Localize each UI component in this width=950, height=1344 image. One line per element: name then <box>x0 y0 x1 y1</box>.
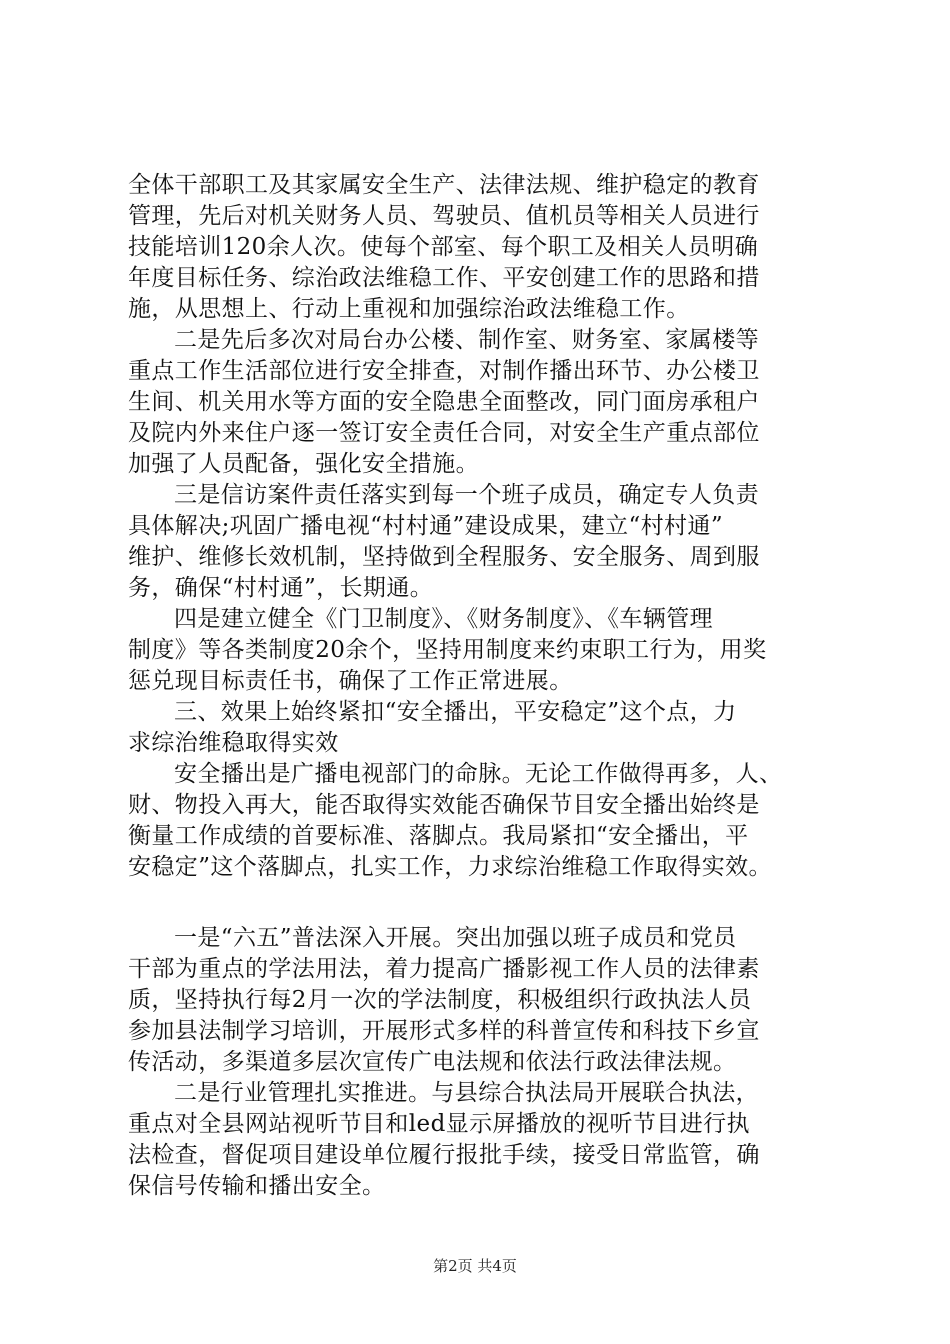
text-line: 一是“六五”普法深入开展。突出加强以班子成员和党员 <box>174 925 737 951</box>
text-line: 法检查，督促项目建设单位履行报批手续，接受日常监管，确 <box>128 1142 760 1168</box>
text-line: 加强了人员配备，强化安全措施。 <box>128 451 479 477</box>
text-line: 年度目标任务、综治政法维稳工作、平安创建工作的思路和措 <box>128 265 760 291</box>
text-line: 四是建立健全《门卫制度》、《财务制度》、《车辆管理 <box>174 606 713 632</box>
text-line: 二是先后多次对局台办公楼、制作室、财务室、家属楼等 <box>174 327 759 353</box>
text-line: 施，从思想上、行动上重视和加强综治政法维稳工作。 <box>128 296 690 322</box>
text-line: 具体解决;巩固广播电视“村村通”建设成果，建立“村村通” <box>128 513 723 539</box>
text-line: 全体干部职工及其家属安全生产、法律法规、维护稳定的教育 <box>128 172 760 198</box>
text-line: 重点对全县网站视听节目和led显示屏播放的视听节目进行执 <box>128 1111 750 1137</box>
text-line: 三是信访案件责任落实到每一个班子成员，确定专人负责 <box>174 482 759 508</box>
text-line: 惩兑现目标责任书，确保了工作正常进展。 <box>128 668 573 694</box>
document-body <box>128 170 843 1202</box>
text-line: 制度》等各类制度20余个，坚持用制度来约束职工行为，用奖 <box>128 637 767 663</box>
text-line: 生间、机关用水等方面的安全隐患全面整改，同门面房承租户 <box>128 389 760 415</box>
text-line: 衡量工作成绩的首要标准、落脚点。我局紧扣“安全播出，平 <box>128 823 749 849</box>
text-line: 务，确保“村村通”，长期通。 <box>128 575 434 601</box>
text-line: 技能培训120余人次。使每个部室、每个职工及相关人员明确 <box>128 234 759 260</box>
text-line: 干部为重点的学法用法，着力提高广播影视工作人员的法律素 <box>128 956 760 982</box>
text-line: 传活动，多渠道多层次宣传广电法规和依法行政法律法规。 <box>128 1049 737 1075</box>
text-line: 重点工作生活部位进行安全排查，对制作播出环节、办公楼卫 <box>128 358 760 384</box>
text-line: 安稳定”这个落脚点，扎实工作，力求综治维稳工作取得实效。 <box>128 854 772 880</box>
text-line: 财、物投入再大，能否取得实效能否确保节目安全播出始终是 <box>128 792 760 818</box>
text-line: 安全播出是广播电视部门的命脉。无论工作做得再多，人、 <box>174 761 783 787</box>
text-line: 维护、维修长效机制，坚持做到全程服务、安全服务、周到服 <box>128 544 760 570</box>
text-line: 保信号传输和播出安全。 <box>128 1173 386 1199</box>
page-footer <box>0 1256 950 1276</box>
text-line: 管理，先后对机关财务人员、驾驶员、值机员等相关人员进行 <box>128 203 760 229</box>
text-line: 二是行业管理扎实推进。与县综合执法局开展联合执法， <box>174 1080 759 1106</box>
text-line: 三、效果上始终紧扣“安全播出，平安稳定”这个点，力 <box>174 699 737 725</box>
page-number: 第2页 共4页 <box>433 1257 517 1275</box>
text-line: 求综治维稳取得实效 <box>128 730 339 756</box>
text-line: 及院内外来住户逐一签订安全责任合同，对安全生产重点部位 <box>128 420 760 446</box>
paragraph-gap <box>128 883 843 923</box>
text-line: 质，坚持执行每2月一次的学法制度，积极组织行政执法人员 <box>128 987 752 1013</box>
text-line: 参加县法制学习培训，开展形式多样的科普宣传和科技下乡宣 <box>128 1018 760 1044</box>
